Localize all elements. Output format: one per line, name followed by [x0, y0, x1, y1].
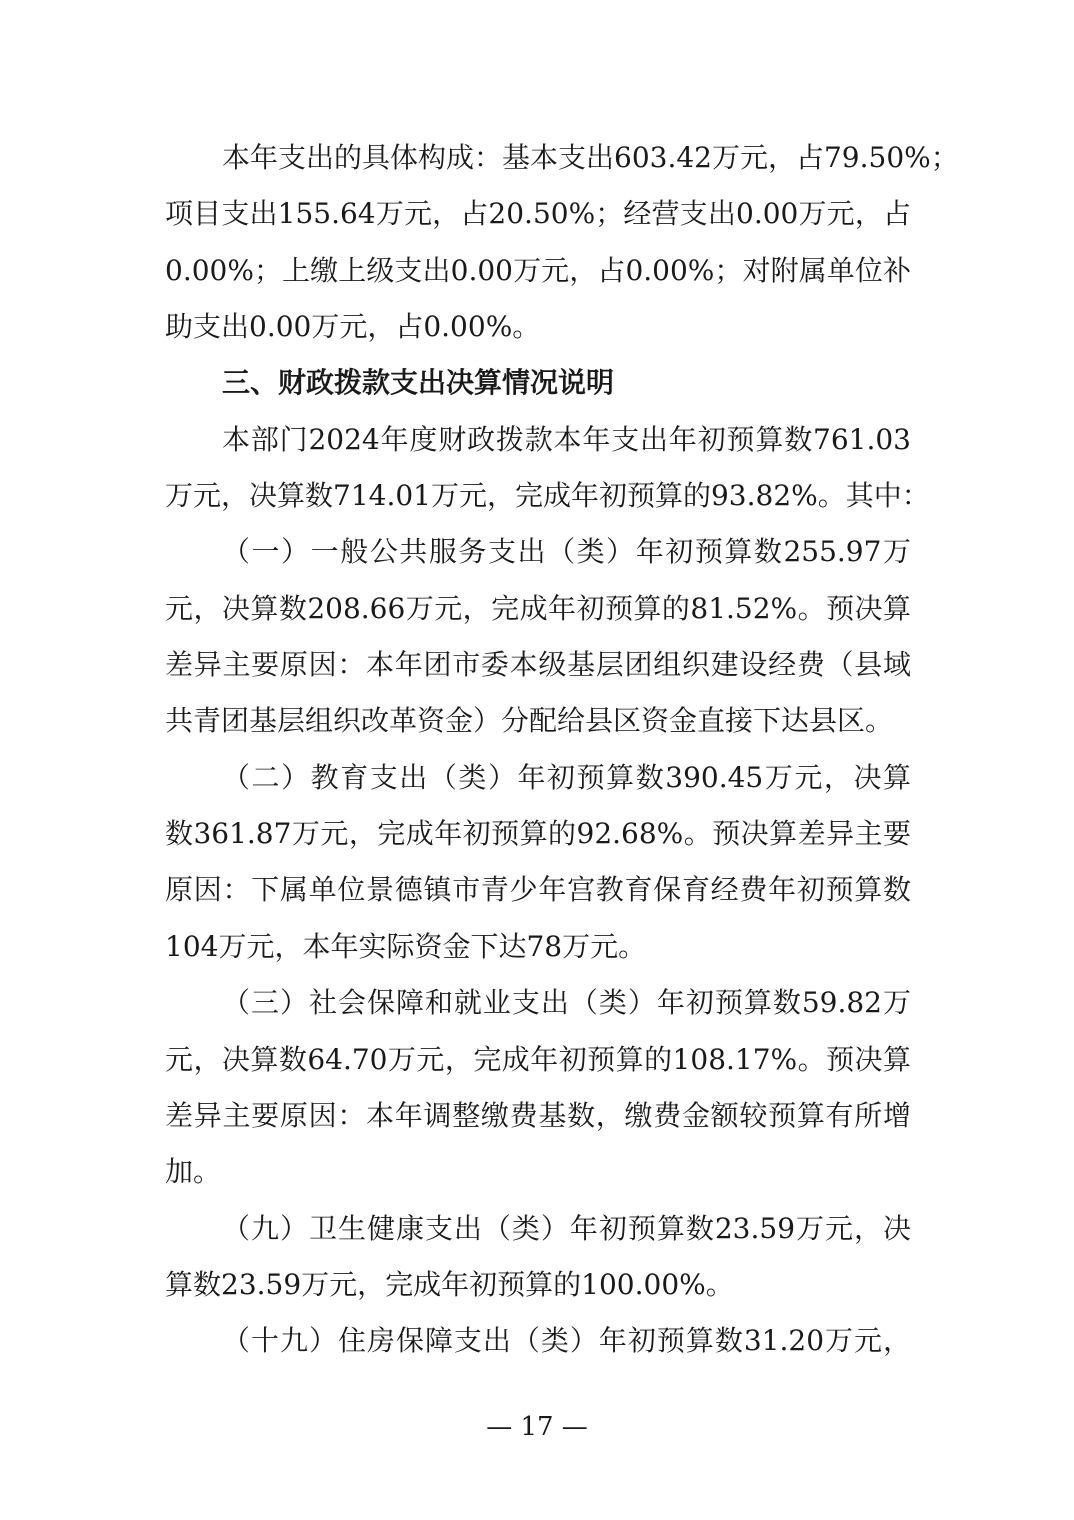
text-line: 助支出0.00万元，占0.00%。 [165, 310, 541, 344]
text-line: （三）社会保障和就业支出（类）年初预算数59.82万 [222, 986, 911, 1020]
text-line: 加。 [165, 1155, 222, 1189]
text-line: 104万元，本年实际资金下达78万元。 [165, 929, 647, 963]
text-line: 算数23.59万元，完成年初预算的100.00%。 [165, 1267, 734, 1301]
text-line: 原因：下属单位景德镇市青少年宫教育保育经费年初预算数 [165, 873, 911, 907]
text-line: 万元，决算数714.01万元，完成年初预算的93.82%。其中： [165, 479, 930, 513]
paragraph [165, 750, 911, 975]
paragraph [165, 975, 911, 1200]
paragraph [165, 130, 959, 355]
text-line: 项目支出155.64万元，占20.50%；经营支出0.00万元，占 [165, 197, 911, 231]
paragraph [165, 1201, 911, 1314]
text-line: 差异主要原因：本年调整缴费基数，缴费金额较预算有所增 [165, 1098, 911, 1132]
text-line: 元，决算数208.66万元，完成年初预算的81.52%。预决算 [165, 591, 911, 625]
text-line: 本部门2024年度财政拨款本年支出年初预算数761.03 [222, 422, 911, 456]
text-line: （一）一般公共服务支出（类）年初预算数255.97万 [222, 535, 911, 569]
text-line: 差异主要原因：本年团市委本级基层团组织建设经费（县域 [165, 648, 911, 682]
paragraph [165, 524, 911, 749]
page-number: — 17 — [486, 1412, 588, 1442]
section-heading [165, 355, 911, 411]
text-line: 共青团基层组织改革资金）分配给县区资金直接下达县区。 [165, 704, 894, 738]
text-line: 本年支出的具体构成：基本支出603.42万元，占79.50%； [222, 141, 959, 174]
paragraph [165, 1313, 911, 1369]
text-line: （十九）住房保障支出（类）年初预算数31.20万元， [222, 1324, 911, 1358]
text-line: （二）教育支出（类）年初预算数390.45万元，决算 [222, 760, 911, 794]
text-line: 三、财政拨款支出决算情况说明 [222, 366, 615, 400]
text-line: 数361.87万元，完成年初预算的92.68%。预决算差异主要 [165, 817, 911, 851]
text-line: 0.00%；上缴上级支出0.00万元，占0.00%；对附属单位补 [165, 253, 911, 287]
paragraph [165, 412, 930, 525]
text-line: （九）卫生健康支出（类）年初预算数23.59万元，决 [222, 1211, 911, 1245]
document-body [165, 130, 959, 1370]
text-line: 元，决算数64.70万元，完成年初预算的108.17%。预决算 [165, 1042, 911, 1076]
